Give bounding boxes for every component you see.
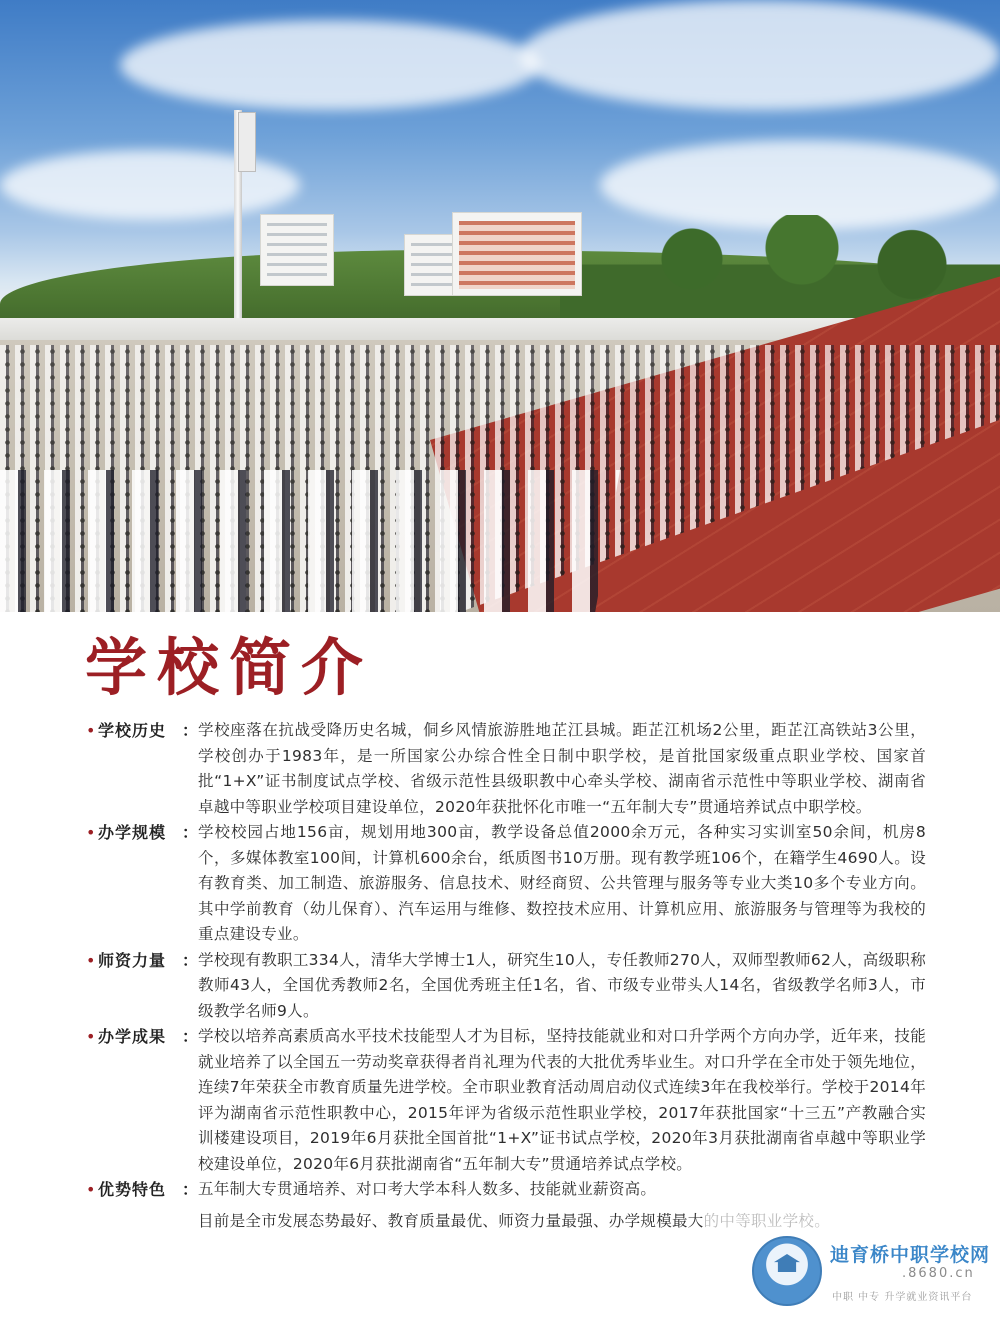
section-achievements: • 办学成果 ： 学校以培养高素质高水平技术技能型人才为目标，坚持技能就业和对口升学两个方向办学，近年来，技能就业培养了以全国五一劳动奖章获得者肖礼理为代表的大批优秀毕业生。对口升学在全市处于领先地位，连续7年荣获全市教育质量先进学校。全市职业教育活动周启动仪式连续3年在我校举行。学校于2014年评为湖南省示范性职教中心，2015年评为省级示范性职业学校，2017年获批国家“十三五”产教融合实训楼建设项目，2019年6月获批全国首批“1+X”证书试点学校，2020年3月获批湖南省卓越中等职业学校建设单位，2020年6月获批湖南省“五年制大专”贯通培养试点学校。: [86, 1024, 926, 1177]
watermark-name: 迪育桥中职学校网: [830, 1244, 991, 1266]
watermark-tagline: 中职 中专 升学就业资讯平台: [832, 1292, 973, 1303]
section-text: 学校现有教职工334人，清华大学博士1人，研究生10人，专任教师270人，双师型教师62人，高级职称教师43人，全国优秀教师2名，全国优秀班主任1名，省、市级专业带头人14名，省级教学名师3人，市级教学名师9人。: [198, 950, 926, 1020]
section-label: 优势特色: [98, 1180, 167, 1199]
bullet-icon: •: [86, 1180, 96, 1199]
site-watermark: [752, 1236, 992, 1311]
section-label: 办学规模: [98, 823, 167, 842]
hero-photo-students-assembly: [0, 0, 1000, 612]
school-building-main: [452, 212, 582, 296]
section-faculty: • 师资力量 ： 学校现有教职工334人，清华大学博士1人，研究生10人，专任教师270人，双师型教师62人，高级职称教师43人，全国优秀教师2名，全国优秀班主任1名，省、市级专业带头人14名，省级教学名师3人，市级教学名师9人。: [86, 948, 926, 1025]
section-text: 学校校园占地156亩，规划用地300亩，教学设备总值2000余万元，各种实习实训室50余间，机房8个，多媒体教室100间，计算机600余台，纸质图书10万册。现有教学班106个，在籍学生4690人。设有教育类、加工制造、旅游服务、信息技术、财经商贸、公共管理与服务等专业大类10多个专业方向。其中学前教育（幼儿保育）、汽车运用与维修、数控技术应用、计算机应用、旅游服务与管理等为我校的重点建设专业。: [198, 823, 926, 943]
students-front-rows: [0, 470, 620, 612]
bullet-icon: •: [86, 823, 96, 842]
section-label: 办学成果: [98, 1027, 167, 1046]
section-advantages: • 优势特色 ： 五年制大专贯通培养、对口考大学本科人数多、技能就业薪资高。: [86, 1177, 926, 1203]
bullet-icon: •: [86, 950, 96, 970]
school-seal-icon: [752, 1236, 822, 1306]
section-text: 学校以培养高素质高水平技术技能型人才为目标，坚持技能就业和对口升学两个方向办学，近年来，技能就业培养了以全国五一劳动奖章获得者肖礼理为代表的大批优秀毕业生。对口升学在全市处于领先地位，连续7年荣获全市教育质量先进学校。全市职业教育活动周启动仪式连续3年在我校举行。学校于2014年评为湖南省示范性职教中心，2015年评为省级示范性职业学校，2017年获批国家“十三五”产教融合实训楼建设项目，2019年6月获批全国首批“1+X”证书试点学校，2020年3月获批湖南省卓越中等职业学校建设单位，2020年6月获批湖南省“五年制大专”贯通培养试点学校。: [198, 1027, 926, 1173]
intro-sections: [86, 718, 926, 1234]
section-text: 五年制大专贯通培养、对口考大学本科人数多、技能就业薪资高。: [198, 1180, 657, 1198]
section-history: • 学校历史 ： 学校座落在抗战受降历史名城，侗乡风情旅游胜地芷江县城。距芷江机场2公里，距芷江高铁站3公里，学校创办于1983年，是一所国家公办综合性全日制中职学校，是首批国家级重点职业学校、国家首批“1+X”证书制度试点学校、省级示范性县级职教中心牵头学校、湖南省示范性中等职业学校、湖南省卓越中等职业学校项目建设单位，2020年获批怀化市唯一“五年制大专”贯通培养试点中职学校。: [86, 718, 926, 820]
bullet-icon: •: [86, 721, 96, 740]
page-title: 学校简介: [85, 631, 374, 704]
section-scale: • 办学规模 ： 学校校园占地156亩，规划用地300亩，教学设备总值2000余万元，各种实习实训室50余间，机房8个，多媒体教室100间，计算机600余台，纸质图书10万册。现有教学班106个，在籍学生4690人。设有教育类、加工制造、旅游服务、信息技术、财经商贸、公共管理与服务等专业大类10多个专业方向。其中学前教育（幼儿保育）、汽车运用与维修、数控技术应用、计算机应用、旅游服务与管理等为我校的重点建设专业。: [86, 820, 926, 948]
section-label: 师资力量: [98, 950, 167, 970]
bullet-icon: •: [86, 1027, 96, 1046]
watermark-site: .8680.cn: [902, 1266, 975, 1281]
section-text: 学校座落在抗战受降历史名城，侗乡风情旅游胜地芷江县城。距芷江机场2公里，距芷江高铁站3公里，学校创办于1983年，是一所国家公办综合性全日制中职学校，是首批国家级重点职业学校、国家首批“1+X”证书制度试点学校、省级示范性县级职教中心牵头学校、湖南省示范性中等职业学校、湖南省卓越中等职业学校项目建设单位，2020年获批怀化市唯一“五年制大专”贯通培养试点中职学校。: [198, 721, 926, 816]
school-building-left: [260, 214, 334, 286]
closing-line: 目前是全市发展态势最好、教育质量最优、师资力量最强、办学规模最大的中等职业学校。: [198, 1211, 831, 1230]
section-label: 学校历史: [98, 721, 167, 740]
